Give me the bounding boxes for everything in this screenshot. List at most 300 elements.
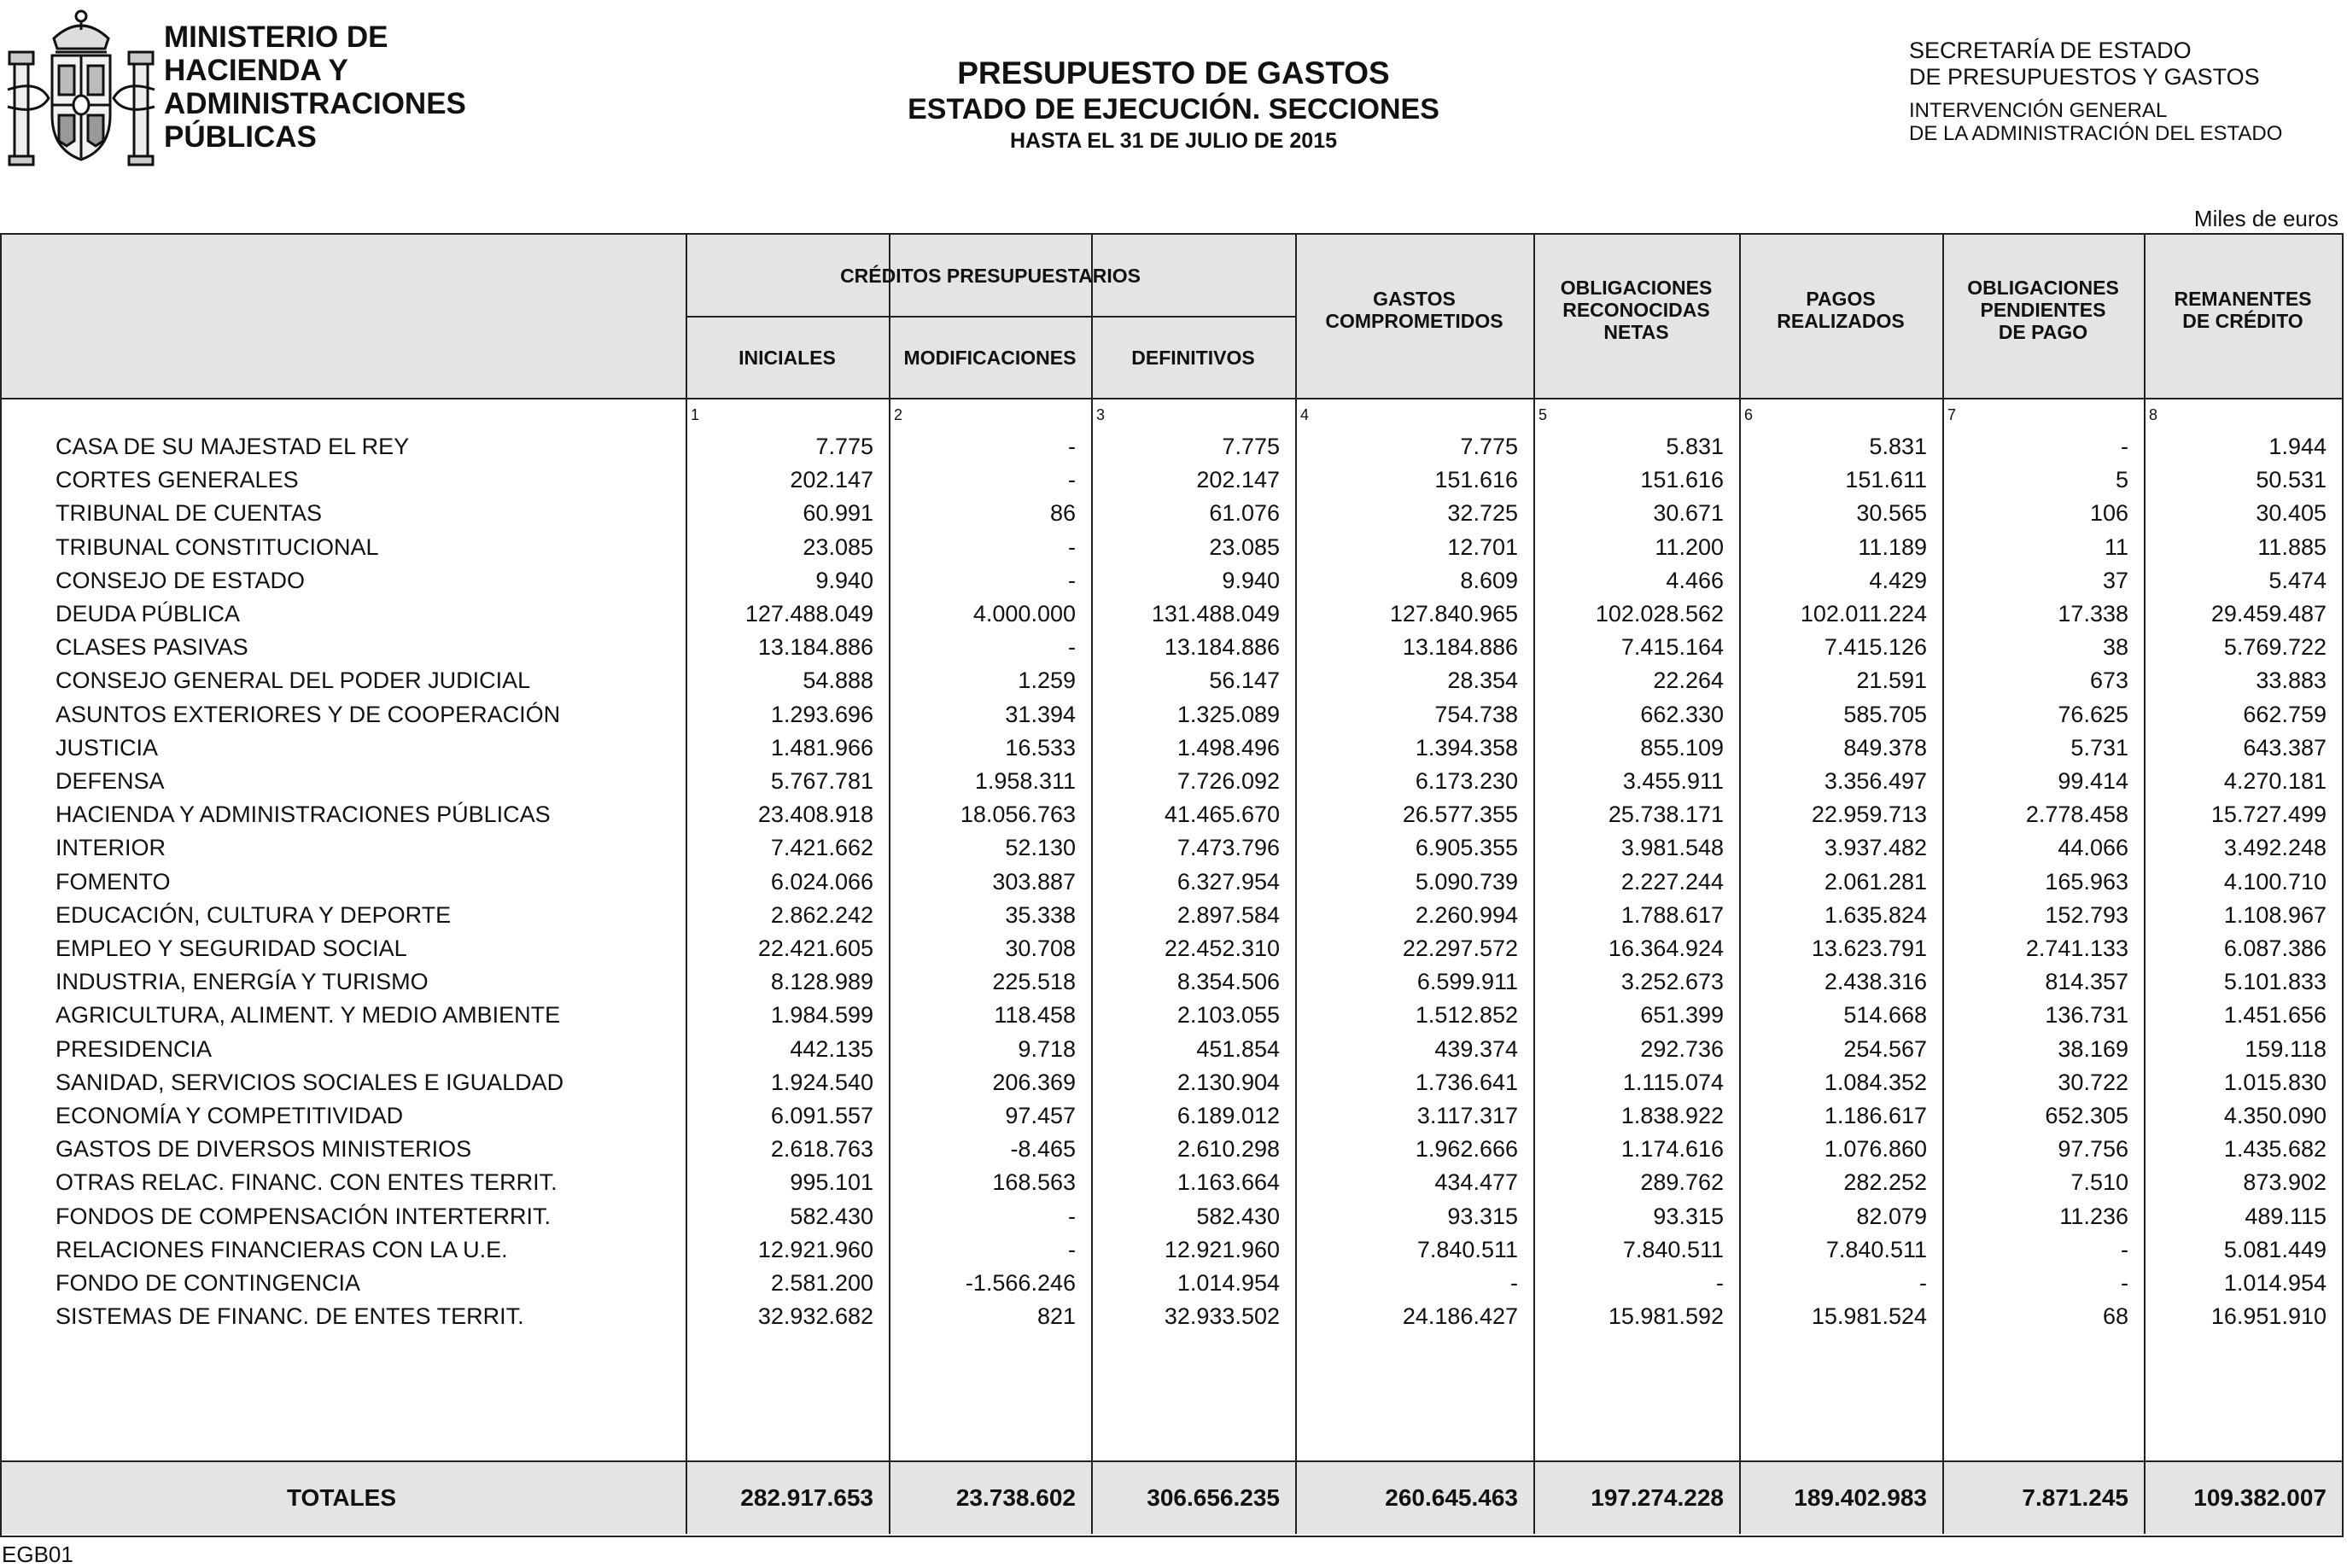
cell-value: 7.473.796 (1176, 835, 1280, 861)
table-row (0, 1099, 2344, 1133)
total-value: 7.871.245 (2022, 1484, 2128, 1511)
cell-value: 2.862.242 (770, 901, 873, 928)
cell-value: 662.759 (2243, 701, 2327, 727)
cell-value: 1.435.682 (2223, 1136, 2327, 1163)
total-value: 306.656.235 (1147, 1484, 1280, 1511)
cell-value: 1.076.860 (1824, 1136, 1927, 1163)
table-row (0, 463, 2344, 497)
cell-value: 31.394 (1005, 701, 1076, 727)
cell-value: - (1068, 1203, 1076, 1229)
cell-value: 2.103.055 (1176, 1002, 1280, 1029)
group-header-creditos: CRÉDITOS PRESUPUESTARIOS (840, 264, 1141, 287)
cell-value: 9.718 (1018, 1035, 1076, 1062)
section-name: CASA DE SU MAJESTAD EL REY (55, 434, 410, 459)
section-name: TRIBUNAL DE CUENTAS (55, 500, 323, 527)
cell-value: 11.200 (1655, 533, 1724, 560)
cell-value: 1.174.616 (1620, 1136, 1724, 1163)
table-row (0, 1066, 2344, 1099)
cell-value: 1.962.666 (1415, 1136, 1518, 1163)
cell-value: 754.738 (1434, 701, 1518, 727)
cell-value: 22.421.605 (757, 936, 873, 961)
cell-value: - (1068, 434, 1076, 459)
cell-value: 5.081.449 (2223, 1236, 2327, 1262)
section-name: EMPLEO Y SEGURIDAD SOCIAL (55, 936, 407, 961)
cell-value: - (2121, 434, 2128, 459)
cell-value: 1.325.089 (1176, 701, 1280, 727)
cell-value: 11.189 (1858, 533, 1927, 560)
cell-value: 13.184.886 (757, 634, 873, 661)
section-name: CONSEJO GENERAL DEL PODER JUDICIAL (55, 667, 531, 694)
section-name: INDUSTRIA, ENERGÍA Y TURISMO (55, 969, 429, 995)
cell-value: - (1068, 533, 1076, 560)
cell-value: - (1068, 634, 1076, 661)
report-subtitle: ESTADO DE EJECUCIÓN. SECCIONES (908, 93, 1439, 125)
cell-value: 60.991 (803, 500, 873, 527)
report-title: PRESUPUESTO DE GASTOS (957, 55, 1390, 90)
table-row (0, 497, 2344, 530)
report-date: HASTA EL 31 DE JULIO DE 2015 (1010, 129, 1337, 153)
secretaria-line: SECRETARÍA DE ESTADO (1909, 38, 2192, 63)
cell-value: 1.788.617 (1620, 901, 1724, 928)
cell-value: 127.840.965 (1389, 601, 1518, 627)
cell-value: 30.671 (1653, 500, 1724, 527)
cell-value: 54.888 (803, 667, 873, 694)
cell-value: 8.609 (1460, 567, 1518, 593)
section-name: JUSTICIA (55, 734, 159, 761)
section-name: GASTOS DE DIVERSOS MINISTERIOS (55, 1136, 472, 1163)
cell-value: 303.887 (992, 868, 1076, 895)
cell-value: 93.315 (1447, 1203, 1518, 1229)
cell-value: 643.387 (2243, 734, 2327, 761)
cell-value: 6.087.386 (2223, 936, 2327, 961)
cell-value: 32.933.502 (1164, 1303, 1280, 1330)
table-row (0, 1267, 2344, 1300)
cell-value: 151.616 (1434, 467, 1518, 493)
cell-value: 3.455.911 (1622, 768, 1724, 794)
cell-value: 821 (1036, 1303, 1076, 1330)
cell-value: 1.259 (1018, 667, 1076, 694)
cell-value: 127.488.049 (744, 601, 873, 627)
cell-value: 168.563 (992, 1169, 1076, 1196)
cell-value: 2.610.298 (1176, 1136, 1280, 1163)
section-name: TRIBUNAL CONSTITUCIONAL (55, 533, 379, 560)
ministry-line: HACIENDA Y (164, 54, 348, 87)
cell-value: 3.981.548 (1620, 835, 1724, 861)
table-row (0, 597, 2344, 631)
cell-value: 16.533 (1005, 734, 1076, 761)
cell-value: - (1716, 1270, 1724, 1296)
cell-value: 1.014.954 (1176, 1270, 1280, 1296)
cell-value: 673 (2089, 667, 2128, 694)
cell-value: 23.085 (1209, 533, 1280, 560)
cell-value: 97.756 (2058, 1136, 2128, 1163)
cell-value: 7.775 (1460, 434, 1518, 459)
cell-value: 662.330 (1640, 701, 1724, 727)
cell-value: 97.457 (1005, 1103, 1076, 1128)
cell-value: 7.421.662 (770, 835, 873, 861)
cell-value: 30.722 (2058, 1069, 2128, 1095)
cell-value: 165.963 (2045, 868, 2128, 895)
cell-value: 21.591 (1856, 667, 1927, 694)
cell-value: 652.305 (2045, 1103, 2128, 1128)
cell-value: 11.236 (2059, 1203, 2128, 1229)
header-divider (0, 398, 2344, 399)
cell-value: 289.762 (1640, 1169, 1724, 1196)
cell-value: 86 (1049, 500, 1076, 527)
cell-value: 202.147 (1196, 467, 1280, 493)
cell-value: -8.465 (1010, 1136, 1076, 1163)
cell-value: 159.118 (2245, 1035, 2327, 1062)
cell-value: 1.944 (2268, 434, 2327, 459)
cell-value: 814.357 (2045, 969, 2128, 995)
column-header-5: OBLIGACIONES RECONOCIDAS NETAS (1560, 277, 1713, 343)
cell-value: 15.981.592 (1608, 1303, 1724, 1330)
cell-value: 6.024.066 (770, 868, 873, 895)
table-row (0, 430, 2344, 463)
cell-value: 28.354 (1447, 667, 1518, 694)
section-name: AGRICULTURA, ALIMENT. Y MEDIO AMBIENTE (55, 1002, 561, 1029)
cell-value: 24.186.427 (1402, 1303, 1518, 1330)
cell-value: 16.364.924 (1608, 936, 1724, 961)
cell-value: 82.079 (1856, 1203, 1927, 1229)
cell-value: 5.769.722 (2223, 634, 2327, 661)
ministry-line: PÚBLICAS (164, 120, 317, 154)
cell-value: 2.130.904 (1176, 1069, 1280, 1095)
column-number: 8 (2149, 406, 2158, 423)
cell-value: 582.430 (1196, 1203, 1280, 1229)
cell-value: 7.840.511 (1825, 1236, 1927, 1262)
intervencion-line: DE LA ADMINISTRACIÓN DEL ESTADO (1909, 122, 2283, 145)
cell-value: 995.101 (790, 1169, 873, 1196)
cell-value: 30.405 (2256, 500, 2327, 527)
cell-value: 106 (2089, 500, 2128, 527)
secretaria-line: DE PRESUPUESTOS Y GASTOS (1909, 64, 2260, 90)
cell-value: 4.350.090 (2223, 1103, 2327, 1128)
cell-value: 6.905.355 (1415, 835, 1518, 861)
table-row (0, 631, 2344, 664)
cell-value: 442.135 (790, 1035, 873, 1062)
section-name: FONDO DE CONTINGENCIA (55, 1270, 361, 1296)
total-value: 260.645.463 (1385, 1484, 1518, 1511)
cell-value: 61.076 (1209, 500, 1280, 527)
cell-value: 1.498.496 (1176, 734, 1280, 761)
cell-value: 206.369 (992, 1069, 1076, 1095)
cell-value: 7.840.511 (1622, 1236, 1724, 1262)
cell-value: 5.090.739 (1415, 868, 1518, 895)
cell-value: 102.011.224 (1800, 601, 1927, 627)
column-number: 4 (1300, 406, 1310, 423)
section-name: DEUDA PÚBLICA (55, 601, 241, 627)
cell-value: 7.415.126 (1824, 634, 1927, 661)
table-row (0, 531, 2344, 564)
units-label: Miles de euros (2193, 206, 2338, 231)
cell-value: 11.885 (2257, 533, 2327, 560)
cell-value: 13.184.886 (1164, 634, 1280, 661)
cell-value: 30.708 (1005, 936, 1076, 961)
cell-value: 1.084.352 (1824, 1069, 1927, 1095)
cell-value: - (1068, 1236, 1076, 1262)
table-row (0, 831, 2344, 865)
cell-value: 254.567 (1843, 1035, 1927, 1062)
cell-value: 5.831 (1869, 434, 1927, 459)
cell-value: 4.000.000 (972, 601, 1076, 627)
cell-value: 1.015.830 (2223, 1069, 2327, 1095)
cell-value: 8.128.989 (770, 969, 873, 995)
totals-label: TOTALES (286, 1484, 397, 1511)
ministry-line: MINISTERIO DE (164, 20, 388, 54)
cell-value: 2.618.763 (770, 1136, 873, 1163)
column-number: 2 (894, 406, 903, 423)
cell-value: 439.374 (1434, 1035, 1518, 1062)
table-row (0, 1166, 2344, 1199)
secretaria-block (1909, 38, 2260, 90)
cell-value: -1.566.246 (965, 1270, 1076, 1296)
cell-value: 3.252.673 (1620, 969, 1724, 995)
cell-value: 6.599.911 (1416, 969, 1518, 995)
cell-value: 1.115.074 (1622, 1069, 1724, 1095)
column-header-8: REMANENTES DE CRÉDITO (2174, 288, 2312, 332)
cell-value: 50.531 (2256, 467, 2327, 493)
cell-value: 873.902 (2243, 1169, 2327, 1196)
cell-value: 151.616 (1640, 467, 1724, 493)
cell-value: 30.565 (1856, 500, 1927, 527)
cell-value: 35.338 (1005, 901, 1076, 928)
table-row (0, 1033, 2344, 1066)
section-name: DEFENSA (55, 768, 165, 794)
cell-value: 2.061.281 (1824, 868, 1927, 895)
table-row (0, 765, 2344, 798)
cell-value: 152.793 (2045, 901, 2128, 928)
table-row (0, 698, 2344, 732)
cell-value: 6.173.230 (1415, 768, 1518, 794)
cell-value: 6.189.012 (1176, 1103, 1280, 1128)
cell-value: 1.163.664 (1176, 1169, 1280, 1196)
cell-value: 23.408.918 (757, 801, 873, 828)
cell-value: 52.130 (1005, 835, 1076, 861)
cell-value: 451.854 (1196, 1035, 1280, 1062)
intervencion-block (1909, 99, 2282, 145)
cell-value: 849.378 (1843, 734, 1927, 761)
cell-value: 13.623.791 (1811, 936, 1927, 961)
cell-value: 1.451.656 (2223, 1002, 2327, 1029)
cell-value: 2.581.200 (770, 1270, 873, 1296)
cell-value: 6.091.557 (770, 1103, 873, 1128)
cell-value: 585.705 (1843, 701, 1927, 727)
cell-value: 76.625 (2058, 701, 2128, 727)
section-name: SANIDAD, SERVICIOS SOCIALES E IGUALDAD (55, 1069, 564, 1095)
cell-value: 1.108.967 (2223, 901, 2327, 928)
total-value: 23.738.602 (955, 1484, 1076, 1511)
table-row (0, 798, 2344, 831)
cell-value: 15.727.499 (2210, 801, 2327, 828)
table-row (0, 1233, 2344, 1267)
cell-value: 1.958.311 (974, 768, 1076, 794)
cell-value: 9.940 (1222, 567, 1280, 593)
cell-value: 136.731 (2045, 1002, 2128, 1029)
cell-value: 18.056.763 (960, 801, 1076, 828)
cell-value: 12.701 (1447, 533, 1518, 560)
cell-value: 26.577.355 (1402, 801, 1518, 828)
cell-value: 22.959.713 (1811, 801, 1927, 828)
cell-value: 5.474 (2268, 567, 2327, 593)
cell-value: - (1919, 1270, 1927, 1296)
cell-value: 2.741.133 (2025, 936, 2128, 961)
cell-value: 11 (2104, 533, 2128, 560)
section-name: CORTES GENERALES (55, 467, 299, 493)
cell-value: 23.085 (803, 533, 873, 560)
cell-value: 9.940 (815, 567, 873, 593)
cell-value: 7.775 (1222, 434, 1280, 459)
cell-value: 5.831 (1666, 434, 1724, 459)
cell-value: 56.147 (1209, 667, 1280, 694)
cell-value: 25.738.171 (1608, 801, 1724, 828)
section-name: SISTEMAS DE FINANC. DE ENTES TERRIT. (55, 1303, 524, 1330)
cell-value: - (2121, 1236, 2128, 1262)
table-row (0, 1133, 2344, 1166)
cell-value: 4.466 (1666, 567, 1724, 593)
total-value: 282.917.653 (740, 1484, 873, 1511)
section-name: FOMENTO (55, 868, 171, 895)
cell-value: 32.932.682 (757, 1303, 873, 1330)
column-number: 1 (691, 406, 700, 423)
cell-value: 4.270.181 (2223, 768, 2327, 794)
cell-value: 7.510 (2070, 1169, 2128, 1196)
cell-value: 292.736 (1640, 1035, 1724, 1062)
cell-value: 93.315 (1653, 1203, 1724, 1229)
footer-code: EGB01 (2, 1542, 73, 1567)
cell-value: 1.481.966 (770, 734, 873, 761)
cell-value: 131.488.049 (1151, 601, 1280, 627)
cell-value: 4.100.710 (2223, 868, 2327, 895)
cell-value: 1.838.922 (1620, 1103, 1724, 1128)
table-row (0, 866, 2344, 899)
column-header-3: DEFINITIVOS (1131, 347, 1255, 369)
column-header-6: PAGOS REALIZADOS (1777, 288, 1905, 332)
cell-value: 3.356.497 (1824, 768, 1927, 794)
cell-value: 225.518 (992, 969, 1076, 995)
cell-value: 17.338 (2058, 601, 2128, 627)
cell-value: 13.184.886 (1402, 634, 1518, 661)
cell-value: 2.778.458 (2025, 801, 2128, 828)
section-name: FONDOS DE COMPENSACIÓN INTERTERRIT. (55, 1203, 552, 1229)
total-value: 197.274.228 (1591, 1484, 1724, 1511)
table-row (0, 664, 2344, 697)
cell-value: 16.951.910 (2210, 1303, 2327, 1330)
cell-value: 282.252 (1843, 1169, 1927, 1196)
cell-value: 7.840.511 (1416, 1236, 1518, 1262)
cell-value: 1.984.599 (770, 1002, 873, 1029)
cell-value: 29.459.487 (2210, 601, 2327, 627)
cell-value: 2.438.316 (1824, 969, 1927, 995)
table-row (0, 965, 2344, 999)
cell-value: 8.354.506 (1176, 969, 1280, 995)
section-name: RELACIONES FINANCIERAS CON LA U.E. (55, 1236, 508, 1262)
cell-value: 37 (2102, 567, 2128, 593)
cell-value: 1.186.617 (1824, 1103, 1927, 1128)
cell-value: 68 (2102, 1303, 2128, 1330)
cell-value: 12.921.960 (757, 1236, 873, 1262)
column-header-1: INICIALES (739, 347, 836, 369)
cell-value: 5.767.781 (770, 768, 873, 794)
section-name: EDUCACIÓN, CULTURA Y DEPORTE (55, 901, 452, 928)
section-name: HACIENDA Y ADMINISTRACIONES PÚBLICAS (55, 801, 551, 828)
table-row (0, 564, 2344, 597)
cell-value: 33.883 (2256, 667, 2327, 694)
section-name: OTRAS RELAC. FINANC. CON ENTES TERRIT. (55, 1169, 558, 1196)
cell-value: 7.726.092 (1176, 768, 1280, 794)
cell-value: 1.924.540 (770, 1069, 873, 1095)
cell-value: 1.293.696 (770, 701, 873, 727)
cell-value: 5.731 (2070, 734, 2128, 761)
total-value: 109.382.007 (2193, 1484, 2327, 1511)
column-header-7: OBLIGACIONES PENDIENTES DE PAGO (1967, 277, 2119, 343)
cell-value: 41.465.670 (1164, 801, 1280, 828)
cell-value: 102.028.562 (1595, 601, 1724, 627)
table-row (0, 899, 2344, 932)
cell-value: 4.429 (1869, 567, 1927, 593)
totals-row (0, 1462, 2344, 1534)
table-row (0, 1200, 2344, 1233)
cell-value: 1.635.824 (1824, 901, 1927, 928)
cell-value: 6.327.954 (1176, 868, 1280, 895)
cell-value: 7.775 (815, 434, 873, 459)
section-name: ASUNTOS EXTERIORES Y DE COOPERACIÓN (55, 701, 561, 727)
cell-value: 2.897.584 (1176, 901, 1280, 928)
column-header-4: GASTOS COMPROMETIDOS (1325, 288, 1503, 332)
cell-value: 2.260.994 (1415, 901, 1518, 928)
cell-value: 582.430 (790, 1203, 873, 1229)
cell-value: 15.981.524 (1811, 1303, 1927, 1330)
cell-value: 32.725 (1447, 500, 1518, 527)
total-value: 189.402.983 (1794, 1484, 1927, 1511)
cell-value: 514.668 (1843, 1002, 1927, 1029)
column-number: 5 (1538, 406, 1548, 423)
cell-value: 1.512.852 (1415, 1002, 1518, 1029)
cell-value: 2.227.244 (1620, 868, 1724, 895)
cell-value: 22.264 (1653, 667, 1724, 694)
cell-value: 202.147 (790, 467, 873, 493)
cell-value: - (2121, 1270, 2128, 1296)
section-name: INTERIOR (55, 835, 166, 861)
cell-value: 44.066 (2058, 835, 2128, 861)
cell-value: 118.458 (994, 1002, 1076, 1029)
column-number: 7 (1947, 406, 1957, 423)
cell-value: 38 (2102, 634, 2128, 661)
table-row (0, 999, 2344, 1032)
table-row (0, 732, 2344, 765)
table-row (0, 1300, 2344, 1333)
cell-value: 12.921.960 (1164, 1236, 1280, 1262)
cell-value: 5 (2115, 467, 2128, 493)
table-row (0, 932, 2344, 965)
cell-value: 3.492.248 (2223, 835, 2327, 861)
cell-value: - (1068, 467, 1076, 493)
intervencion-line: INTERVENCIÓN GENERAL (1909, 99, 2168, 122)
cell-value: 855.109 (1640, 734, 1724, 761)
section-name: CONSEJO DE ESTADO (55, 567, 306, 593)
section-name: CLASES PASIVAS (55, 634, 248, 661)
cell-value: 5.101.833 (2223, 969, 2327, 995)
cell-value: 22.452.310 (1164, 936, 1280, 961)
cell-value: 489.115 (2245, 1203, 2327, 1229)
cell-value: 38.169 (2058, 1035, 2128, 1062)
cell-value: 22.297.572 (1402, 936, 1518, 961)
cell-value: 3.937.482 (1824, 835, 1927, 861)
column-number: 3 (1096, 406, 1106, 423)
cell-value: 99.414 (2058, 768, 2128, 794)
cell-value: 3.117.317 (1416, 1103, 1518, 1128)
section-name: PRESIDENCIA (55, 1035, 213, 1062)
